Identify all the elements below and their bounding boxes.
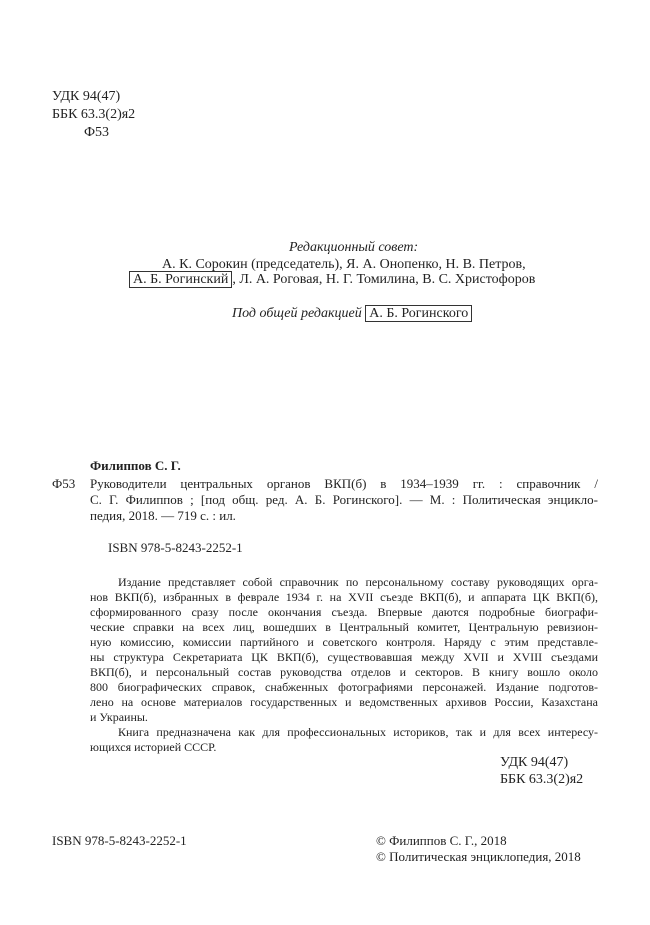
general-editor-name: А. Б. Рогинского: [365, 305, 472, 322]
general-editor-label: Под общей редакцией: [232, 306, 362, 321]
abstract-line-7: ВКП(б), и персональный состав руководства отделов и секторов. В книгу вошло около: [90, 665, 598, 679]
abstract-line-1: Издание представляет собой справочник по персональному составу руководящих орга-: [118, 575, 598, 589]
abstract-line-9: лено на основе материалов государственных и ведомственных архивов России, Казахстана: [90, 695, 598, 709]
entry-line-2: С. Г. Филиппов ; [под общ. ред. А. Б. Рогинского]. — М. : Политическая энцикло-: [90, 492, 598, 507]
entry-author: Филиппов С. Г.: [90, 458, 181, 473]
editorial-line-2: [129, 271, 535, 289]
footer-copyright-publisher: © Политическая энциклопедия, 2018: [376, 849, 581, 864]
entry-mark: Ф53: [52, 476, 76, 491]
author-mark-top: Ф53: [84, 125, 110, 140]
abstract-line-8: 800 биографических справок, снабженных фотографиями персонажей. Издание подготов-: [90, 680, 598, 694]
abstract-line-4: ческие справки на всех лиц, вошедших в Центральный комитет, Центральную ревизион-: [90, 620, 598, 634]
entry-isbn: ISBN 978-5-8243-2252-1: [108, 540, 243, 555]
entry-line-1: Руководители центральных органов ВКП(б) в 1934–1939 гг. : справочник /: [90, 476, 598, 491]
bbk-code-top: ББК 63.3(2)я2: [52, 107, 136, 122]
udk-code-top: УДК 94(47): [52, 89, 121, 104]
abstract-line-5: ную комиссию, комиссии партийного и советского контроля. Наряду с этим представле-: [90, 635, 598, 649]
bbk-code-bottom: ББК 63.3(2)я2: [500, 772, 584, 787]
abstract-line-3: сформированного сразу после окончания съезда. Впервые даются подробные биографи-: [90, 605, 598, 619]
abstract-line-2: нов ВКП(б), избранных в феврале 1934 г. на XVII съезде ВКП(б), и аппарата ЦК ВКП(б),: [90, 590, 598, 604]
general-editor-line: [232, 305, 472, 323]
entry-line-3: педия, 2018. — 719 с. : ил.: [90, 508, 236, 523]
udk-code-bottom: УДК 94(47): [500, 755, 569, 770]
footer-isbn: ISBN 978-5-8243-2252-1: [52, 833, 187, 848]
footer-copyright-author: © Филиппов С. Г., 2018: [376, 833, 507, 848]
editorial-boxed-name: А. Б. Рогинский: [129, 271, 232, 288]
editorial-line-1: А. К. Сорокин (председатель), Я. А. Онопенко, Н. В. Петров,: [162, 257, 526, 272]
abstract-line-11: Книга предназначена как для профессиональных историков, так и для всех интересу-: [118, 725, 598, 739]
abstract-line-12: ющихся историей СССР.: [90, 740, 217, 754]
editorial-line-2-rest: , Л. А. Роговая, Н. Г. Томилина, В. С. Христофоров: [232, 272, 536, 287]
abstract-line-10: и Украины.: [90, 710, 148, 724]
abstract-line-6: ны структура Секретариата ЦК ВКП(б), существовавшая между XVII и XVIII съездами: [90, 650, 598, 664]
editorial-heading: Редакционный совет:: [289, 240, 419, 255]
